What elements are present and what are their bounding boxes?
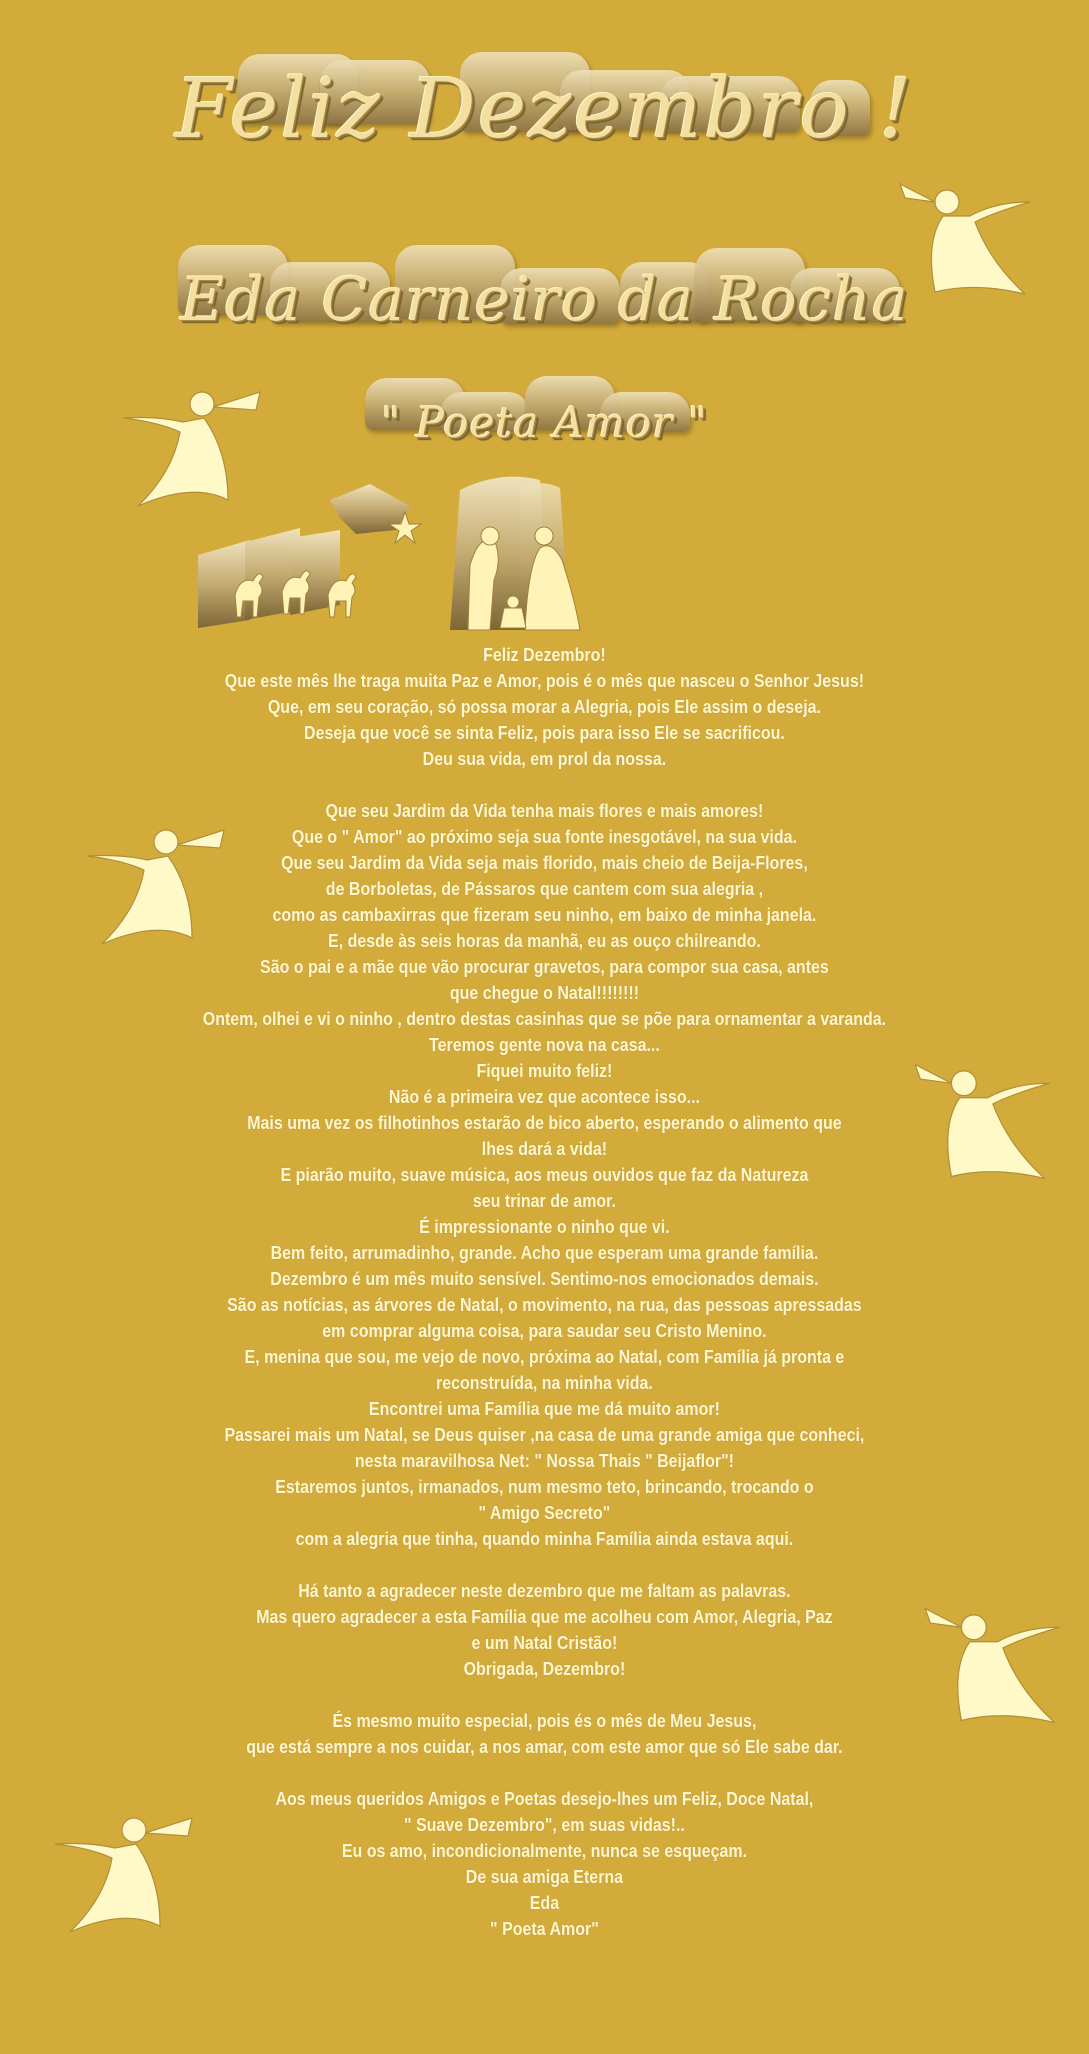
poem-line: É impressionante o ninho que vi. xyxy=(419,1216,670,1237)
page-title-text: Feliz Dezembro ! xyxy=(175,62,914,157)
poem-line xyxy=(76,1760,1013,1786)
poem-line: e um Natal Cristão! xyxy=(471,1632,618,1653)
poem-line: Mais uma vez os filhotinhos estarão de bico aberto, esperando o alimento que xyxy=(247,1112,842,1133)
poem-line: Eda xyxy=(529,1892,560,1913)
poem-line xyxy=(76,1552,1013,1578)
poem-line: em comprar alguma coisa, para saudar seu Cristo Menino. xyxy=(322,1320,767,1341)
poem-line xyxy=(76,1682,1013,1708)
poem-line: " Poeta Amor" xyxy=(490,1918,599,1939)
poem-line: " Amigo Secreto" xyxy=(478,1502,611,1523)
angel-with-trumpet-icon xyxy=(895,172,1035,302)
angel-with-trumpet-icon xyxy=(118,382,268,512)
poem-line: que está sempre a nos cuidar, a nos amar, com este amor que só Ele sabe dar. xyxy=(246,1736,843,1757)
poem-line: como as cambaxirras que fizeram seu ninho, em baixo de minha janela. xyxy=(272,904,817,925)
poem-line: Ontem, olhei e vi o ninho , dentro destas casinhas que se põe para ornamentar a varanda. xyxy=(202,1008,887,1029)
holy-family-nativity-icon xyxy=(450,477,580,630)
poem-line: Dezembro é um mês muito sensível. Sentimo-nos emocionados demais. xyxy=(270,1268,819,1289)
poem-line: Que seu Jardim da Vida tenha mais flores e mais amores! xyxy=(325,800,764,821)
poem-line: Mas quero agradecer a esta Família que me acolheu com Amor, Alegria, Paz xyxy=(256,1606,833,1627)
poem-line: Fiquei muito feliz! xyxy=(476,1060,613,1081)
poem-line: Passarei mais um Natal, se Deus quiser ,na casa de uma grande amiga que conheci, xyxy=(224,1424,865,1445)
poem-line: Obrigada, Dezembro! xyxy=(463,1658,626,1679)
poem-line: lhes dará a vida! xyxy=(481,1138,608,1159)
poem-line: E, desde às seis horas da manhã, eu as ouço chilreando. xyxy=(328,930,761,951)
poem-line: Encontrei uma Família que me dá muito amor! xyxy=(368,1398,720,1419)
poem-line: Deseja que você se sinta Feliz, pois para isso Ele se sacrificou. xyxy=(304,722,785,743)
pen-name-text: " Poeta Amor " xyxy=(381,398,708,447)
poem-line: E, menina que sou, me vejo de novo, próxima ao Natal, com Família já pronta e xyxy=(244,1346,845,1367)
author-name-text: Eda Carneiro da Rocha xyxy=(180,265,909,335)
poem-line: Há tanto a agradecer neste dezembro que me faltam as palavras. xyxy=(298,1580,791,1601)
poem-line: " Suave Dezembro", em suas vidas!.. xyxy=(403,1814,685,1835)
poem-line: Deu sua vida, em prol da nossa. xyxy=(422,748,667,769)
poem-line: São as notícias, as árvores de Natal, o movimento, na rua, das pessoas apressadas xyxy=(227,1294,862,1315)
poem-line: Que este mês lhe traga muita Paz e Amor, pois é o mês que nasceu o Senhor Jesus! xyxy=(224,670,865,691)
poem-line: de Borboletas, de Pássaros que cantem com sua alegria , xyxy=(325,878,764,899)
poem-line: Bem feito, arrumadinho, grande. Acho que esperam uma grande família. xyxy=(270,1242,819,1263)
poem-line: nesta maravilhosa Net: " Nossa Thais " Beijaflor"! xyxy=(354,1450,734,1471)
three-wise-men-on-camels-icon xyxy=(198,528,356,628)
poem-line: Que o " Amor" ao próximo seja sua fonte inesgotável, na sua vida. xyxy=(291,826,797,847)
star-of-bethlehem-icon xyxy=(330,484,421,543)
poem-line: São o pai e a mãe que vão procurar gravetos, para compor sua casa, antes xyxy=(260,956,829,977)
poem-line: Feliz Dezembro! xyxy=(483,644,606,665)
poem-line xyxy=(76,772,1013,798)
poem-line: E piarão muito, suave música, aos meus ouvidos que faz da Natureza xyxy=(280,1164,809,1185)
poem-line: És mesmo muito especial, pois és o mês de Meu Jesus, xyxy=(332,1710,757,1731)
poem-line: reconstruída, na minha vida. xyxy=(436,1372,653,1393)
poem-line: Não é a primeira vez que acontece isso... xyxy=(388,1086,700,1107)
poem-body xyxy=(76,642,1013,1942)
poem-line: Que, em seu coração, só possa morar a Alegria, pois Ele assim o deseja. xyxy=(267,696,821,717)
poem-line: De sua amiga Eterna xyxy=(465,1866,624,1887)
poem-line: Estaremos juntos, irmanados, num mesmo teto, brincando, trocando o xyxy=(275,1476,814,1497)
poem-line: Aos meus queridos Amigos e Poetas desejo-lhes um Feliz, Doce Natal, xyxy=(275,1788,814,1809)
poem-line: seu trinar de amor. xyxy=(472,1190,616,1211)
poem-line: Eu os amo, incondicionalmente, nunca se esqueçam. xyxy=(341,1840,748,1861)
poem-line: que chegue o Natal!!!!!!!! xyxy=(449,982,640,1003)
poem-line: Que seu Jardim da Vida seja mais florido, mais cheio de Beija-Flores, xyxy=(281,852,808,873)
poem-line: Teremos gente nova na casa... xyxy=(429,1034,660,1055)
poem-line: com a alegria que tinha, quando minha Família ainda estava aqui. xyxy=(295,1528,794,1549)
page-title xyxy=(0,62,1089,157)
